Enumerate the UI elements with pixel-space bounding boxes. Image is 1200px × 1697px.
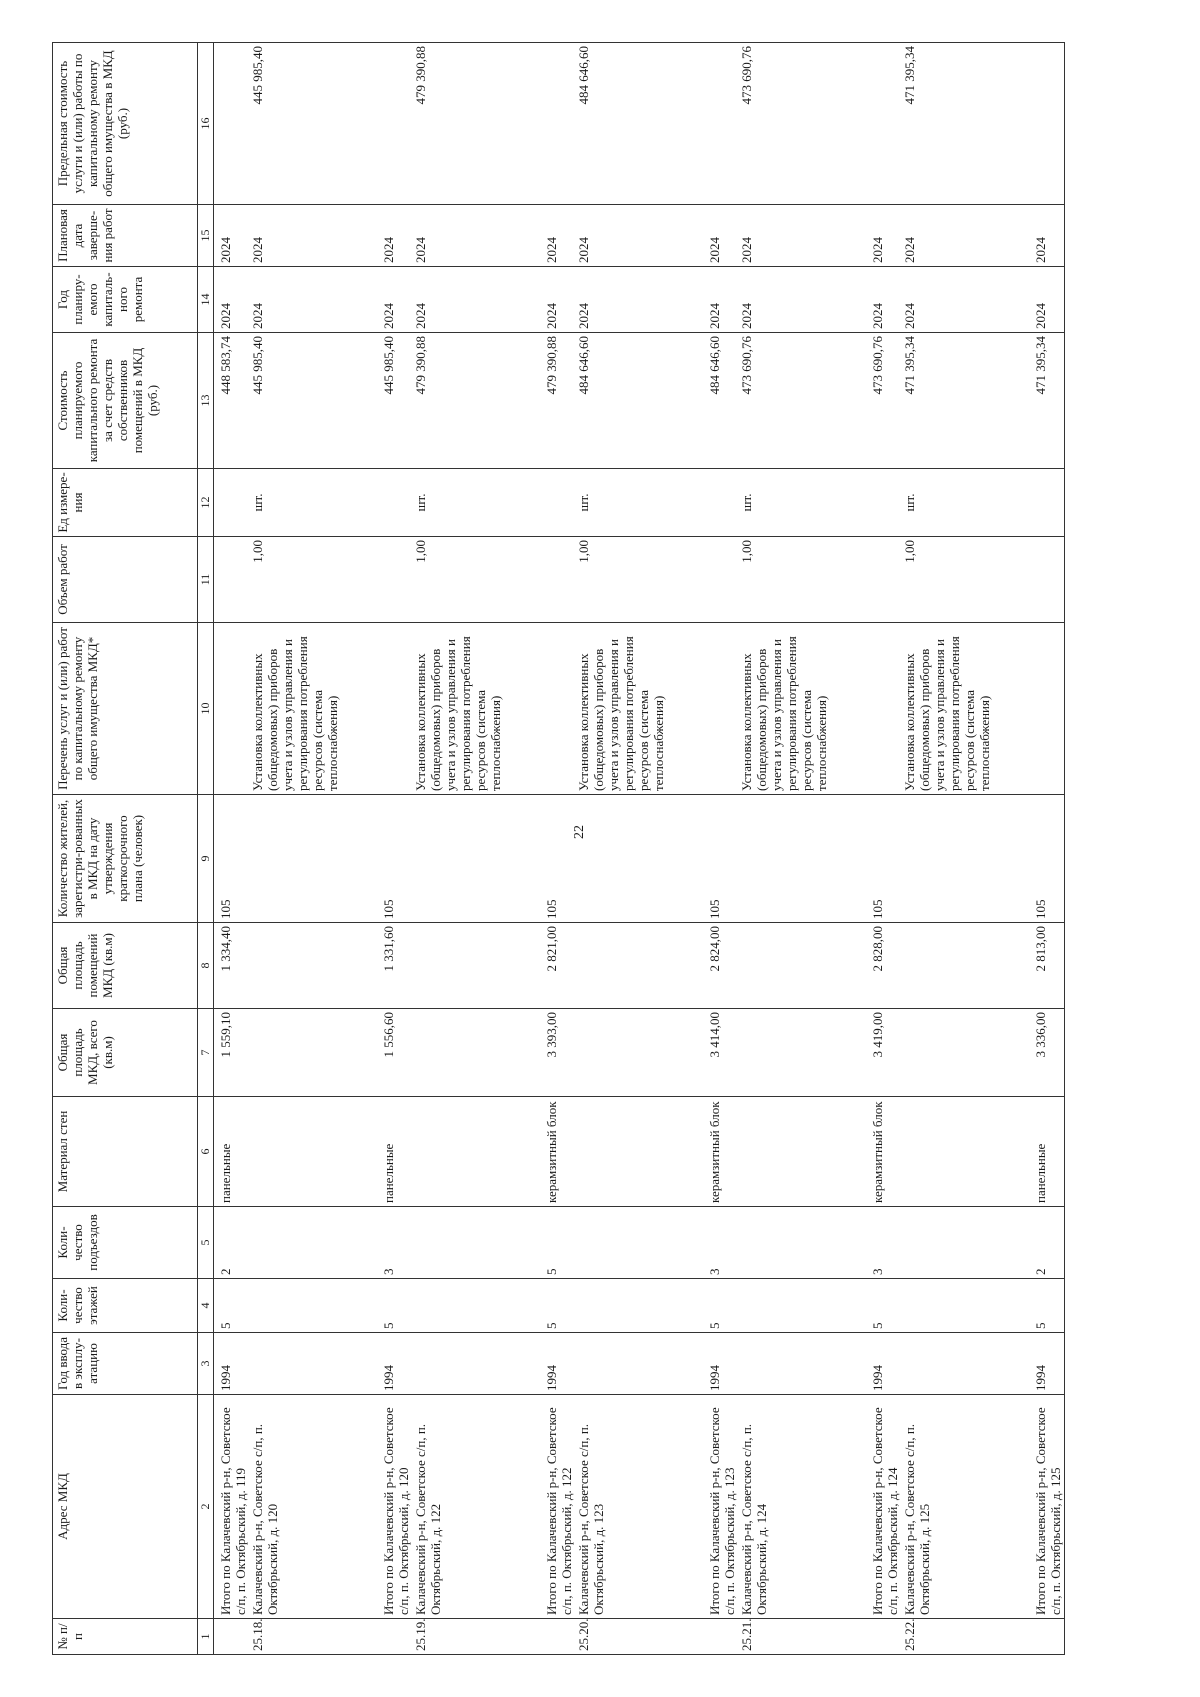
table-cell: 5: [703, 1279, 738, 1333]
total-row: [540, 43, 575, 1655]
column-header-7: Общая площадь МКД, всего (кв.м): [53, 1009, 198, 1097]
table-cell: 3 393,00: [540, 1009, 575, 1097]
table-cell: [1029, 537, 1065, 623]
table-cell: 445 985,40: [249, 43, 377, 205]
table-cell: 473 690,76: [738, 43, 866, 205]
table-cell: 1,00: [901, 537, 1029, 623]
table-cell: 1994: [703, 1333, 738, 1395]
table-row: [412, 43, 540, 1655]
table-cell: [377, 43, 412, 205]
table-cell: 2024: [377, 205, 412, 267]
table-cell: [866, 537, 901, 623]
table-cell: 1 556,60: [377, 1009, 412, 1097]
table-cell: [214, 43, 250, 205]
table-cell: [249, 795, 377, 923]
table-cell: [377, 1619, 412, 1655]
table-cell: [901, 1333, 1029, 1395]
table-cell: [703, 469, 738, 537]
table-cell: 105: [866, 795, 901, 923]
table-cell: [738, 795, 866, 923]
column-number: 12: [198, 469, 214, 537]
total-row: [1029, 43, 1065, 1655]
table-cell: 2024: [377, 267, 412, 333]
table-cell: 2024: [901, 267, 1029, 333]
column-header-8: Общая площадь помещений МКД (кв.м): [53, 923, 198, 1009]
table-cell: Калачевский р-н, Советское с/п, п. Октябрьский, д. 124: [738, 1395, 866, 1619]
column-number: 1: [198, 1619, 214, 1655]
table-cell: [738, 1279, 866, 1333]
table-cell: 2024: [703, 205, 738, 267]
table-cell: 25.18.: [249, 1619, 377, 1655]
table-cell: 5: [214, 1279, 250, 1333]
table-cell: 25.21.: [738, 1619, 866, 1655]
table-cell: [1029, 469, 1065, 537]
table-cell: [738, 1097, 866, 1207]
table-cell: 2024: [540, 205, 575, 267]
column-number: 16: [198, 43, 214, 205]
table-cell: Итого по Калачевский р-н, Советское с/п, п. Октябрьский, д. 123: [703, 1395, 738, 1619]
table-cell: шт.: [412, 469, 540, 537]
table-cell: [412, 795, 540, 923]
table-cell: керамзитный блок: [866, 1097, 901, 1207]
column-header-10: Перечень услуг и (или) работ по капитальному ремонту общего имущества МКД*: [53, 623, 198, 795]
column-number: 14: [198, 267, 214, 333]
table-cell: 2024: [703, 267, 738, 333]
column-header-16: Предельная стоимость услуги и (или) работы по капитальному ремонту общего имущества в МКД (руб.): [53, 43, 198, 205]
table-cell: 479 390,88: [540, 333, 575, 469]
table-cell: 484 646,60: [575, 333, 703, 469]
table-cell: шт.: [738, 469, 866, 537]
table-cell: [377, 623, 412, 795]
table-cell: 2: [214, 1207, 250, 1279]
table-cell: [540, 469, 575, 537]
column-header-13: Стоимость планируемого капитального ремонта за счет средств собственников помещений в МКД (руб.): [53, 333, 198, 469]
table-cell: 25.20.: [575, 1619, 703, 1655]
column-number: 4: [198, 1279, 214, 1333]
table-cell: Итого по Калачевский р-н, Советское с/п, п. Октябрьский, д. 120: [377, 1395, 412, 1619]
column-header-5: Коли-чество подъездов: [53, 1207, 198, 1279]
table-cell: [575, 1207, 703, 1279]
table-cell: [901, 1279, 1029, 1333]
column-number: 7: [198, 1009, 214, 1097]
table-row: [249, 43, 377, 1655]
table-cell: [738, 1333, 866, 1395]
table-cell: 3 336,00: [1029, 1009, 1065, 1097]
table-cell: [901, 1207, 1029, 1279]
table-cell: 3: [377, 1207, 412, 1279]
table-cell: 484 646,60: [703, 333, 738, 469]
table-cell: [738, 923, 866, 1009]
column-number: 13: [198, 333, 214, 469]
table-cell: [377, 469, 412, 537]
table-cell: 1994: [377, 1333, 412, 1395]
table-cell: 2024: [412, 267, 540, 333]
table-cell: Установка коллективных (общедомовых) приборов учета и узлов управления и регулирования потребления ресурсов (система теплоснабжения): [412, 623, 540, 795]
column-number-row: [198, 43, 214, 1655]
table-cell: панельные: [214, 1097, 250, 1207]
table-cell: [412, 1009, 540, 1097]
table-cell: 5: [540, 1279, 575, 1333]
table-cell: [901, 923, 1029, 1009]
table-cell: 2024: [738, 205, 866, 267]
table-cell: Итого по Калачевский р-н, Советское с/п, п. Октябрьский, д. 125: [1029, 1395, 1065, 1619]
table-cell: [249, 1279, 377, 1333]
table-cell: Итого по Калачевский р-н, Советское с/п, п. Октябрьский, д. 122: [540, 1395, 575, 1619]
table-cell: 479 390,88: [412, 43, 540, 205]
table-row: [738, 43, 866, 1655]
total-row: [377, 43, 412, 1655]
column-header-15: Плановая дата заверше-ния работ: [53, 205, 198, 267]
table-cell: 1,00: [575, 537, 703, 623]
table-cell: 3 414,00: [703, 1009, 738, 1097]
table-cell: панельные: [1029, 1097, 1065, 1207]
table-cell: [540, 1619, 575, 1655]
table-cell: [249, 1097, 377, 1207]
table-cell: 2024: [1029, 267, 1065, 333]
table-cell: [412, 1333, 540, 1395]
table-cell: 1 334,40: [214, 923, 250, 1009]
table-cell: 1994: [866, 1333, 901, 1395]
table-cell: керамзитный блок: [540, 1097, 575, 1207]
table-cell: 2024: [575, 267, 703, 333]
column-header-14: Год планиру-емого капиталь-ного ремонта: [53, 267, 198, 333]
table-cell: 105: [214, 795, 250, 923]
table-cell: [703, 43, 738, 205]
table-cell: 3: [703, 1207, 738, 1279]
table-cell: 2024: [1029, 205, 1065, 267]
table-cell: 479 390,88: [412, 333, 540, 469]
table-cell: [901, 1009, 1029, 1097]
table-cell: 1 559,10: [214, 1009, 250, 1097]
table-cell: 5: [540, 1207, 575, 1279]
table-cell: [738, 1207, 866, 1279]
column-header-3: Год ввода в эксплу-атацию: [53, 1333, 198, 1395]
table-cell: [575, 795, 703, 923]
table-cell: шт.: [901, 469, 1029, 537]
table-cell: 2 824,00: [703, 923, 738, 1009]
table-cell: [575, 1333, 703, 1395]
table-cell: 445 985,40: [377, 333, 412, 469]
table-cell: Калачевский р-н, Советское с/п, п. Октябрьский, д. 120: [249, 1395, 377, 1619]
table-cell: 2: [1029, 1207, 1065, 1279]
table-cell: [214, 469, 250, 537]
table-cell: 105: [1029, 795, 1065, 923]
table-cell: Установка коллективных (общедомовых) приборов учета и узлов управления и регулирования потребления ресурсов (система теплоснабжения): [901, 623, 1029, 795]
table-cell: [377, 537, 412, 623]
table-row: [901, 43, 1029, 1655]
table-cell: шт.: [575, 469, 703, 537]
table-cell: [249, 1333, 377, 1395]
page-number: 22: [572, 825, 587, 839]
column-header-11: Объем работ: [53, 537, 198, 623]
table-cell: 105: [377, 795, 412, 923]
table-cell: 471 395,34: [901, 43, 1029, 205]
table-cell: [249, 1009, 377, 1097]
table-cell: Установка коллективных (общедомовых) приборов учета и узлов управления и регулирования потребления ресурсов (система теплоснабжения): [738, 623, 866, 795]
table-cell: Установка коллективных (общедомовых) приборов учета и узлов управления и регулирования потребления ресурсов (система теплоснабжения): [575, 623, 703, 795]
column-number: 3: [198, 1333, 214, 1395]
table-cell: 2024: [214, 205, 250, 267]
table-cell: 2 828,00: [866, 923, 901, 1009]
table-cell: [703, 623, 738, 795]
table-cell: [540, 623, 575, 795]
table-cell: шт.: [249, 469, 377, 537]
rotated-page: [52, 43, 1152, 1655]
table-cell: 5: [866, 1279, 901, 1333]
table-cell: [738, 1009, 866, 1097]
table-cell: 445 985,40: [249, 333, 377, 469]
header-row: [53, 43, 198, 1655]
table-cell: Калачевский р-н, Советское с/п, п. Октябрьский, д. 123: [575, 1395, 703, 1619]
table-cell: [1029, 43, 1065, 205]
table-cell: [901, 795, 1029, 923]
table-cell: 2024: [540, 267, 575, 333]
table-cell: [575, 1009, 703, 1097]
table-cell: панельные: [377, 1097, 412, 1207]
table-cell: 1 331,60: [377, 923, 412, 1009]
table-cell: [214, 623, 250, 795]
table-cell: керамзитный блок: [703, 1097, 738, 1207]
column-number: 9: [198, 795, 214, 923]
table-cell: [412, 1207, 540, 1279]
table-cell: 2 813,00: [1029, 923, 1065, 1009]
table-row: [575, 43, 703, 1655]
table-cell: Итого по Калачевский р-н, Советское с/п, п. Октябрьский, д. 119: [214, 1395, 250, 1619]
column-header-4: Коли-чество этажей: [53, 1279, 198, 1333]
table-cell: [866, 623, 901, 795]
table-cell: Итого по Калачевский р-н, Советское с/п, п. Октябрьский, д. 124: [866, 1395, 901, 1619]
total-row: [214, 43, 250, 1655]
table-cell: 1994: [214, 1333, 250, 1395]
table-cell: 2024: [214, 267, 250, 333]
column-number: 10: [198, 623, 214, 795]
table-cell: [575, 1279, 703, 1333]
column-number: 5: [198, 1207, 214, 1279]
table-cell: 105: [703, 795, 738, 923]
table-cell: [866, 43, 901, 205]
table-cell: 3: [866, 1207, 901, 1279]
table-cell: 471 395,34: [1029, 333, 1065, 469]
column-number: 2: [198, 1395, 214, 1619]
table-cell: 448 583,74: [214, 333, 250, 469]
table-cell: [1029, 623, 1065, 795]
table-cell: [1029, 1619, 1065, 1655]
table-cell: Калачевский р-н, Советское с/п, п. Октябрьский, д. 122: [412, 1395, 540, 1619]
column-header-6: Материал стен: [53, 1097, 198, 1207]
table-cell: Установка коллективных (общедомовых) приборов учета и узлов управления и регулирования потребления ресурсов (система теплоснабжения): [249, 623, 377, 795]
column-number: 11: [198, 537, 214, 623]
table-cell: 3 419,00: [866, 1009, 901, 1097]
table-cell: 2024: [738, 267, 866, 333]
column-header-12: Ед измере-ния: [53, 469, 198, 537]
table-cell: 25.19.: [412, 1619, 540, 1655]
table-cell: 2024: [249, 267, 377, 333]
column-header-9: Количество жителей, зарегистри-рованных в МКД на дату утверждения краткосрочного плана (человек): [53, 795, 198, 923]
table-cell: [412, 1097, 540, 1207]
table-cell: 5: [1029, 1279, 1065, 1333]
table-cell: 1,00: [412, 537, 540, 623]
table-cell: [866, 469, 901, 537]
total-row: [866, 43, 901, 1655]
total-row: [703, 43, 738, 1655]
table-cell: 2 821,00: [540, 923, 575, 1009]
table-cell: [703, 537, 738, 623]
table-cell: [866, 1619, 901, 1655]
column-number: 6: [198, 1097, 214, 1207]
table-cell: [214, 1619, 250, 1655]
table-cell: [540, 537, 575, 623]
table-cell: 484 646,60: [575, 43, 703, 205]
table-cell: 2024: [412, 205, 540, 267]
table-cell: 105: [540, 795, 575, 923]
column-header-2: Адрес МКД: [53, 1395, 198, 1619]
table-cell: 2024: [575, 205, 703, 267]
table-cell: [214, 537, 250, 623]
table-cell: [901, 1097, 1029, 1207]
table-cell: 2024: [901, 205, 1029, 267]
table-cell: [703, 1619, 738, 1655]
table-cell: 1994: [540, 1333, 575, 1395]
table-cell: Калачевский р-н, Советское с/п, п. Октябрьский, д. 125: [901, 1395, 1029, 1619]
table-cell: [540, 43, 575, 205]
table-body: [214, 43, 1065, 1655]
table-cell: [249, 1207, 377, 1279]
table-cell: [575, 923, 703, 1009]
table-cell: [249, 923, 377, 1009]
table-cell: 1,00: [249, 537, 377, 623]
table-cell: [575, 1097, 703, 1207]
column-header-1: № п/п: [53, 1619, 198, 1655]
table-cell: 471 395,34: [901, 333, 1029, 469]
capital-repair-table: [52, 42, 1065, 1655]
table-cell: [412, 923, 540, 1009]
table-cell: 1994: [1029, 1333, 1065, 1395]
table-cell: [412, 1279, 540, 1333]
column-number: 8: [198, 923, 214, 1009]
table-cell: 25.22.: [901, 1619, 1029, 1655]
table-cell: 1,00: [738, 537, 866, 623]
column-number: 15: [198, 205, 214, 267]
table-cell: 2024: [866, 205, 901, 267]
table-cell: 473 690,76: [738, 333, 866, 469]
table-cell: 2024: [866, 267, 901, 333]
table-cell: 5: [377, 1279, 412, 1333]
table-cell: 473 690,76: [866, 333, 901, 469]
table-cell: 2024: [249, 205, 377, 267]
